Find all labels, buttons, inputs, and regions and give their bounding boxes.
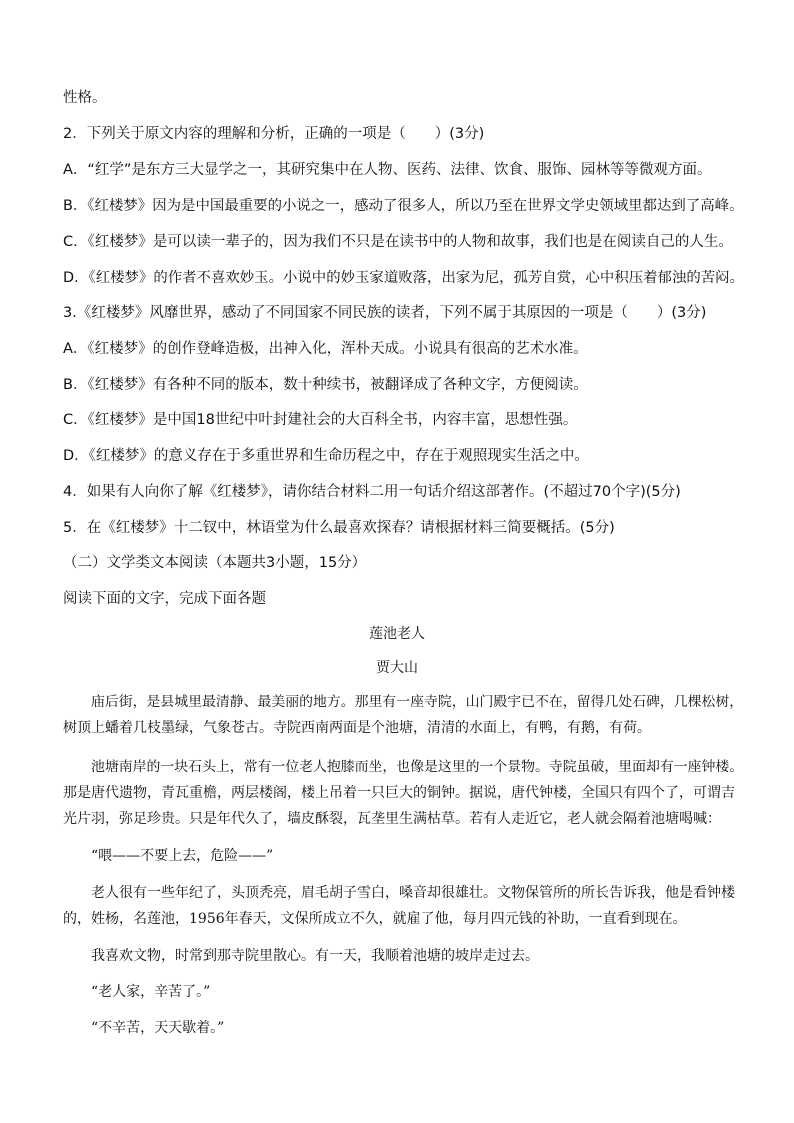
question-3-option-b: B．《红楼梦》有各种不同的版本，数十种续书，被翻译成了各种文字，方便阅读。: [63, 377, 588, 393]
story-title: 莲池老人: [369, 626, 425, 642]
dialogue-line: “不辛苦，天天歇着。”: [91, 1020, 225, 1036]
question-2-option-b: B．《红楼梦》因为是中国最重要的小说之一，感动了很多人，所以乃至在世界文学史领域里都达到了高峰。: [63, 198, 744, 214]
paragraph-line: 池塘南岸的一块石头上，常有一位老人抱膝而坐，也像是这里的一个景物。寺院虽破，里面却有一座钟楼。: [91, 759, 744, 775]
question-2-option-a: A．“红学”是东方三大显学之一，其研究集中在人物、医药、法律、饮食、服饰、园林等等微观方面。: [63, 162, 712, 178]
question-5: 5．在《红楼梦》十二钗中，林语堂为什么最喜欢探春？请根据材料三简要概括。(5分): [63, 520, 615, 536]
question-2-stem: 2．下列关于原文内容的理解和分析，正确的一项是（ ）(3分): [63, 126, 485, 142]
paragraph-line: 树顶上蟠着几枝墨绿，气象苍古。寺院西南两面是个池塘，清清的水面上，有鸭，有鹅，有荷。: [63, 720, 651, 736]
paragraph-line: 的，姓杨，名莲池，1956年春天，文保所成立不久，就雇了他，每月四元钱的补助，一直看到现在。: [63, 911, 687, 927]
paragraph-line: 我喜欢文物，时常到那寺院里散心。有一天，我顺着池塘的坡岸走过去。: [91, 948, 539, 964]
question-2-option-d: D．《红楼梦》的作者不喜欢妙玉。小说中的妙玉家道败落，出家为尼，孤芳自赏，心中积压着郁浊的苦闷。: [63, 270, 744, 286]
question-3-stem: 3.《红楼梦》风靡世界，感动了不同国家不同民族的读者，下列不属于其原因的一项是（ ）(3分): [63, 305, 707, 321]
paragraph-line: 光片羽，弥足珍贵。只是年代久了，墙皮酥裂，瓦垄里生满枯草。若有人走近它，老人就会隔着池塘喝喊：: [63, 811, 721, 827]
story-author: 贾大山: [376, 660, 418, 676]
paragraph-line: 庙后街，是县城里最清静、最美丽的地方。那里有一座寺院，山门殿宇已不在，留得几处石碑，几棵松树，: [91, 694, 744, 710]
question-3-option-d: D．《红楼梦》的意义存在于多重世界和生命历程之中，存在于观照现实生活之中。: [63, 448, 589, 464]
question-2-option-c: C．《红楼梦》是可以读一辈子的，因为我们不只是在读书中的人物和故事，我们也是在阅读自己的人生。: [63, 234, 733, 250]
text-line: 性格。: [63, 90, 107, 106]
paragraph-line: 那是唐代遗物，青瓦重檐，两层楼阁，楼上吊着一只巨大的铜钟。据说，唐代钟楼，全国只有四个了，可谓吉: [63, 785, 735, 801]
reading-instruction: 阅读下面的文字，完成下面各题: [63, 591, 266, 607]
dialogue-line: “老人家，辛苦了。”: [91, 984, 211, 1000]
question-4: 4．如果有人向你了解《红楼梦》，请你结合材料二用一句话介绍这部著作。(不超过70个字)(5分): [63, 484, 681, 500]
paragraph-line: 老人很有一些年纪了，头顶秃亮，眉毛胡子雪白，嗓音却很雄壮。文物保管所的所长告诉我，他是看钟楼: [91, 885, 735, 901]
section-heading: （二）文学类文本阅读（本题共3小题，15分）: [63, 555, 367, 571]
question-3-option-a: A．《红楼梦》的创作登峰造极，出神入化，浑朴天成。小说具有很高的艺术水准。: [63, 341, 588, 357]
question-3-option-c: C．《红楼梦》是中国18世纪中叶封建社会的大百科全书，内容丰富，思想性强。: [63, 412, 578, 428]
dialogue-line: “喂——不要上去，危险——”: [91, 848, 274, 864]
